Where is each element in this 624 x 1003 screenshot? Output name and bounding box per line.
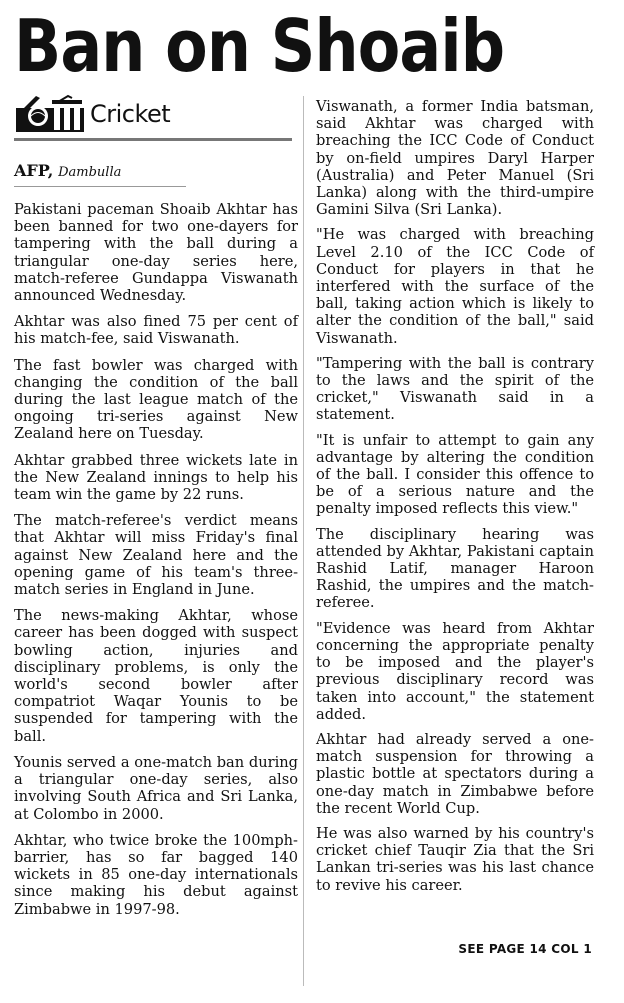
byline-place: Dambulla (58, 165, 122, 180)
paragraph: Akhtar was also fined 75 per cent of his match-fee, said Viswanath. (14, 313, 298, 348)
paragraph: Akhtar, who twice broke the 100mph-barrier, has so far bagged 140 wickets in 85 one-day internationals since making his debut against Zimbabwe in 1997-98. (14, 831, 298, 918)
paragraph: "Evidence was heard from Akhtar concerning the appropriate penalty to be imposed and the player's previous disciplinary record was taken into account," the statement added. (316, 619, 594, 723)
continuation-note: SEE PAGE 14 COL 1 (458, 942, 592, 956)
column-divider (303, 96, 304, 986)
section-tag (14, 92, 298, 136)
byline-divider (14, 186, 186, 187)
paragraph: He was also warned by his country's cricket chief Tauqir Zia that the Sri Lankan tri-series was his last chance to revive his career. (316, 824, 594, 894)
section-divider (14, 138, 292, 141)
byline (14, 161, 298, 180)
paragraph: The match-referee's verdict means that Akhtar will miss Friday's final against New Zealand here and the opening game of his team's three-match series in England in June. (14, 512, 298, 599)
paragraph: Viswanath, a former India batsman, said Akhtar was charged with breaching the ICC Code of Conduct by on-field umpires Daryl Harper (Australia) and Peter Manuel (Sri Lanka) along with the third-umpire Gamini Silva (Sri Lanka). (316, 98, 594, 219)
paragraph: "It is unfair to attempt to gain any advantage by altering the condition of the ball. I consider this offence to be of a serious nature and the penalty imposed reflects this view." (316, 431, 594, 518)
cricket-bat-ball-icon (14, 94, 86, 134)
paragraph: Pakistani paceman Shoaib Akhtar has been banned for two one-dayers for tampering with the ball during a triangular one-day series here, match-referee Gundappa Viswanath announced Wednesday. (14, 201, 298, 305)
paragraph: Younis served a one-match ban during a triangular one-day series, also involving South Africa and Sri Lanka, at Colombo in 2000. (14, 753, 298, 823)
byline-agency: AFP, (14, 161, 54, 180)
paragraph: "He was charged with breaching Level 2.10 of the ICC Code of Conduct for players in that he interfered with the surface of the ball, taking action which is likely to alter the condition of the ball," said Viswanath. (316, 226, 594, 347)
paragraph: The news-making Akhtar, whose career has been dogged with suspect bowling action, injuries and disciplinary problems, is only the world's second bowler after compatriot Waqar Younis to be suspended for tampering with the ball. (14, 607, 298, 745)
paragraph: The fast bowler was charged with changing the condition of the ball during the last league match of the ongoing tri-series against New Zealand here on Tuesday. (14, 356, 298, 443)
paragraph: Akhtar grabbed three wickets late in the New Zealand innings to help his team win the game by 22 runs. (14, 451, 298, 504)
headline: Ban on Shoaib (14, 4, 505, 88)
paragraph: Akhtar had already served a one-match suspension for throwing a plastic bottle at spectators during a one-day match in Zimbabwe before the recent World Cup. (316, 730, 594, 817)
right-column (316, 98, 594, 902)
paragraph: "Tampering with the ball is contrary to the laws and the spirit of the cricket," Viswanath said in a statement. (316, 354, 594, 424)
section-label: Cricket (90, 100, 171, 128)
paragraph: The disciplinary hearing was attended by Akhtar, Pakistani captain Rashid Latif, manager Haroon Rashid, the umpires and the match-referee. (316, 525, 594, 612)
left-column (14, 92, 298, 927)
left-body (14, 201, 298, 918)
